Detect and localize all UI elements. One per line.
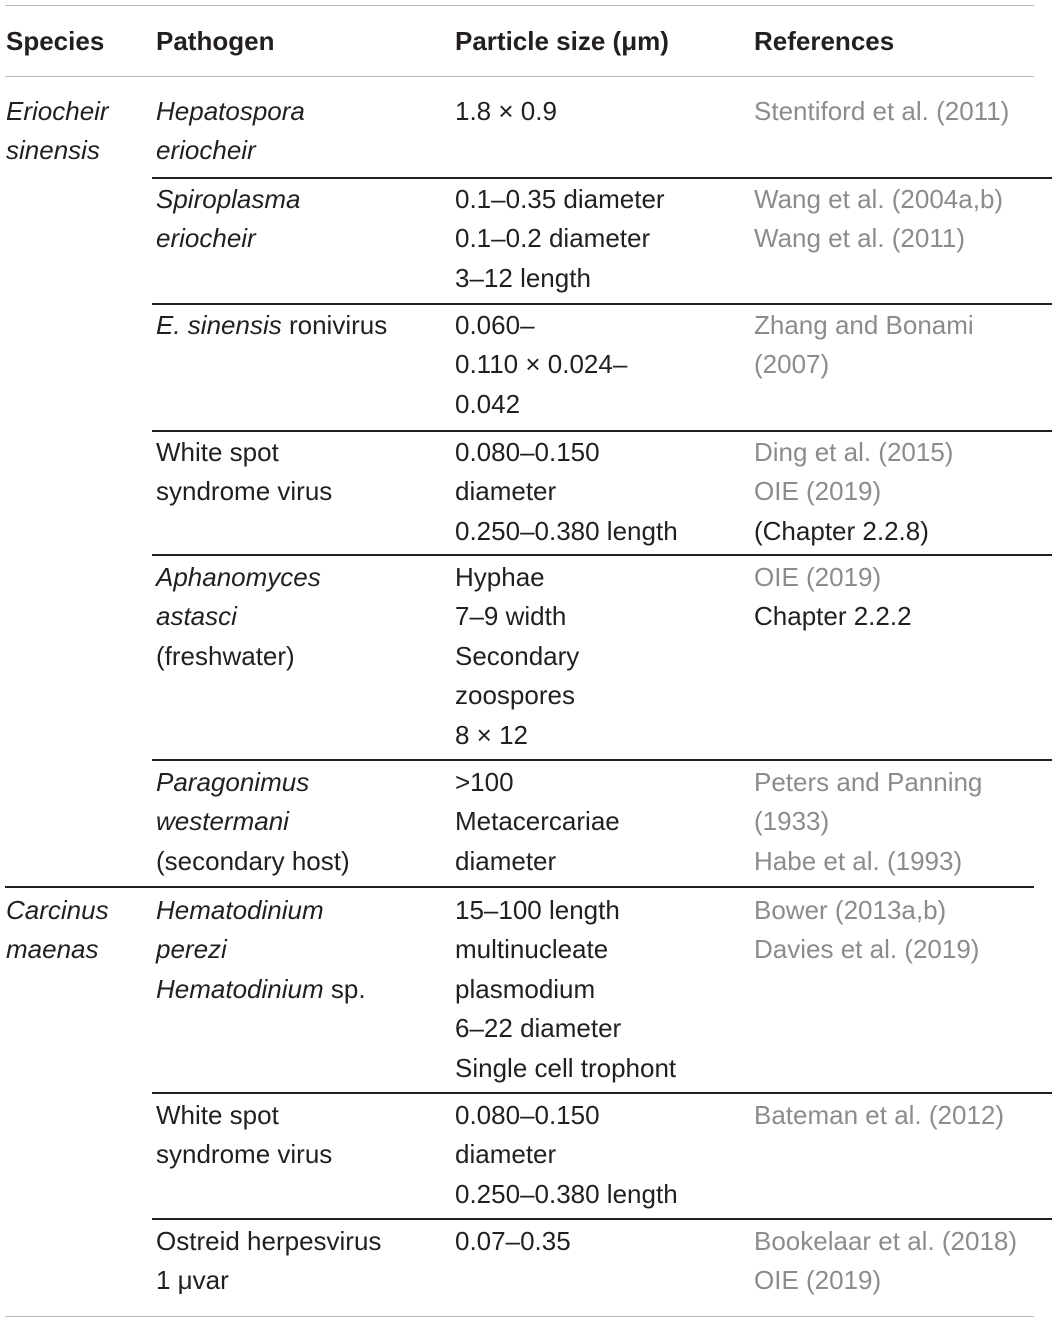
pathogen-cell (156, 891, 366, 1009)
reference-line: OIE (2019) (754, 562, 882, 592)
size-line: plasmodium (455, 973, 596, 1004)
size-line: 6–22 diameter (455, 1013, 622, 1044)
size-line: 0.07–0.35 (455, 1226, 571, 1256)
reference-line: Wang et al. (2004a,b) (754, 184, 1004, 214)
pathogen-line: syndrome virus (156, 476, 333, 507)
reference-cell (754, 306, 974, 385)
pathogen-cell (156, 763, 350, 881)
size-line: >100 (455, 767, 514, 797)
pathogen-cell (156, 306, 387, 345)
size-line: 1.8 × 0.9 (455, 96, 557, 126)
pathogen-line: White spot (156, 1100, 279, 1130)
reference-cell (754, 558, 912, 637)
size-cell (455, 180, 665, 298)
row-divider (152, 1218, 1052, 1220)
reference-cell (754, 891, 979, 970)
size-cell (455, 92, 557, 131)
row-divider (152, 554, 1052, 556)
pathogen-line: Ostreid herpesvirus (156, 1226, 382, 1256)
reference-cell (754, 433, 953, 551)
species-line: Eriocheir (6, 96, 109, 126)
row-divider (152, 1092, 1052, 1094)
size-line: zoospores (455, 680, 575, 711)
reference-cell (754, 92, 1009, 131)
size-line: 0.110 × 0.024– (455, 349, 628, 380)
pathogen-line: Hematodinium (156, 895, 324, 925)
reference-cell (754, 763, 982, 881)
pathogen-line: 1 μvar (156, 1265, 229, 1296)
reference-line: Bookelaar et al. (2018) (754, 1226, 1018, 1256)
pathogen-line: Paragonimus (156, 767, 310, 797)
size-line: 0.1–0.2 diameter (455, 223, 651, 254)
size-line: 15–100 length (455, 895, 620, 925)
size-line: 0.080–0.150 (455, 437, 600, 467)
reference-cell (754, 1222, 1017, 1301)
header-pathogen: Pathogen (156, 26, 275, 56)
reference-cell (754, 1096, 1004, 1135)
pathogen-italic: E. sinensis (156, 310, 282, 340)
pathogen-line: White spot (156, 437, 279, 467)
size-cell (455, 433, 678, 551)
row-divider (152, 759, 1052, 761)
size-line: 8 × 12 (455, 719, 529, 750)
size-line: 7–9 width (455, 601, 567, 632)
pathogen-line: eriocheir (156, 135, 256, 166)
size-line: Secondary (455, 640, 580, 671)
header-particle-size: Particle size (μm) (455, 26, 669, 56)
size-line: 0.1–0.35 diameter (455, 184, 665, 214)
reference-line: OIE (2019) (754, 476, 882, 507)
size-line: diameter (455, 476, 557, 507)
table-bottom-rule (5, 1316, 1034, 1317)
size-line: Hyphae (455, 562, 545, 592)
pathogen-cell (156, 558, 321, 676)
row-divider (152, 430, 1052, 432)
species-cell (6, 891, 109, 970)
pathogen-cell (156, 1222, 381, 1301)
reference-line: Zhang and Bonami (754, 310, 974, 340)
size-cell (455, 1222, 571, 1261)
pathogen-line: (freshwater) (156, 640, 295, 671)
species-line: maenas (6, 934, 99, 965)
pathogen-line: Hepatospora (156, 96, 305, 126)
pathogen-italic: Hematodinium (156, 973, 324, 1004)
pathogen-rest: ronivirus (281, 310, 388, 340)
reference-chapter: (Chapter 2.2.8) (754, 515, 929, 546)
header-species: Species (6, 26, 105, 56)
header-rule (5, 76, 1034, 77)
size-line: 0.250–0.380 length (455, 1178, 678, 1209)
size-line: Single cell trophont (455, 1052, 677, 1083)
size-line: multinucleate (455, 934, 609, 965)
pathogen-line: westermani (156, 806, 289, 837)
pathogen-cell (156, 433, 332, 512)
size-cell (455, 763, 620, 881)
reference-line: Habe et al. (1993) (754, 845, 963, 876)
reference-line: Peters and Panning (754, 767, 983, 797)
reference-line: Bateman et al. (2012) (754, 1100, 1005, 1130)
table-top-rule (5, 5, 1034, 6)
pathogen-line: eriocheir (156, 223, 256, 254)
reference-line: (1933) (754, 806, 830, 837)
species-line: sinensis (6, 135, 100, 166)
size-line: 0.080–0.150 (455, 1100, 600, 1130)
pathogen-line (156, 306, 387, 345)
pathogen-line: Aphanomyces (156, 562, 321, 592)
reference-line: (2007) (754, 349, 830, 380)
size-line: Metacercariae (455, 806, 620, 837)
size-line: 3–12 length (455, 262, 591, 293)
reference-line: Ding et al. (2015) (754, 437, 954, 467)
size-cell (455, 891, 676, 1088)
pathogen-line: astasci (156, 601, 237, 632)
reference-cell (754, 180, 1003, 259)
reference-line: Davies et al. (2019) (754, 934, 980, 965)
reference-chapter: Chapter 2.2.2 (754, 601, 912, 632)
size-line: 0.250–0.380 length (455, 515, 678, 546)
row-divider (152, 177, 1052, 179)
pathogen-cell (156, 92, 305, 171)
size-line: diameter (455, 1139, 557, 1170)
pathogen-line: syndrome virus (156, 1139, 333, 1170)
reference-line: Wang et al. (2011) (754, 223, 965, 254)
size-line: diameter (455, 845, 557, 876)
row-divider (152, 303, 1052, 305)
pathogen-cell (156, 180, 301, 259)
reference-line: Bower (2013a,b) (754, 895, 947, 925)
size-line: 0.060– (455, 310, 535, 340)
size-cell (455, 1096, 678, 1214)
reference-line: OIE (2019) (754, 1265, 882, 1296)
species-cell (6, 92, 109, 171)
pathogen-line: (secondary host) (156, 845, 350, 876)
size-cell (455, 558, 579, 755)
reference-line: Stentiford et al. (2011) (754, 96, 1010, 126)
pathogen-rest: sp. (323, 973, 366, 1004)
pathogen-line: perezi (156, 934, 227, 965)
size-line: 0.042 (455, 388, 521, 419)
header-references: References (754, 26, 895, 56)
size-cell (455, 306, 627, 424)
pathogen-line: Spiroplasma (156, 184, 301, 214)
group-divider (5, 886, 1034, 888)
pathogen-cell (156, 1096, 332, 1175)
pathogen-line (156, 970, 366, 1009)
species-line: Carcinus (6, 895, 109, 925)
